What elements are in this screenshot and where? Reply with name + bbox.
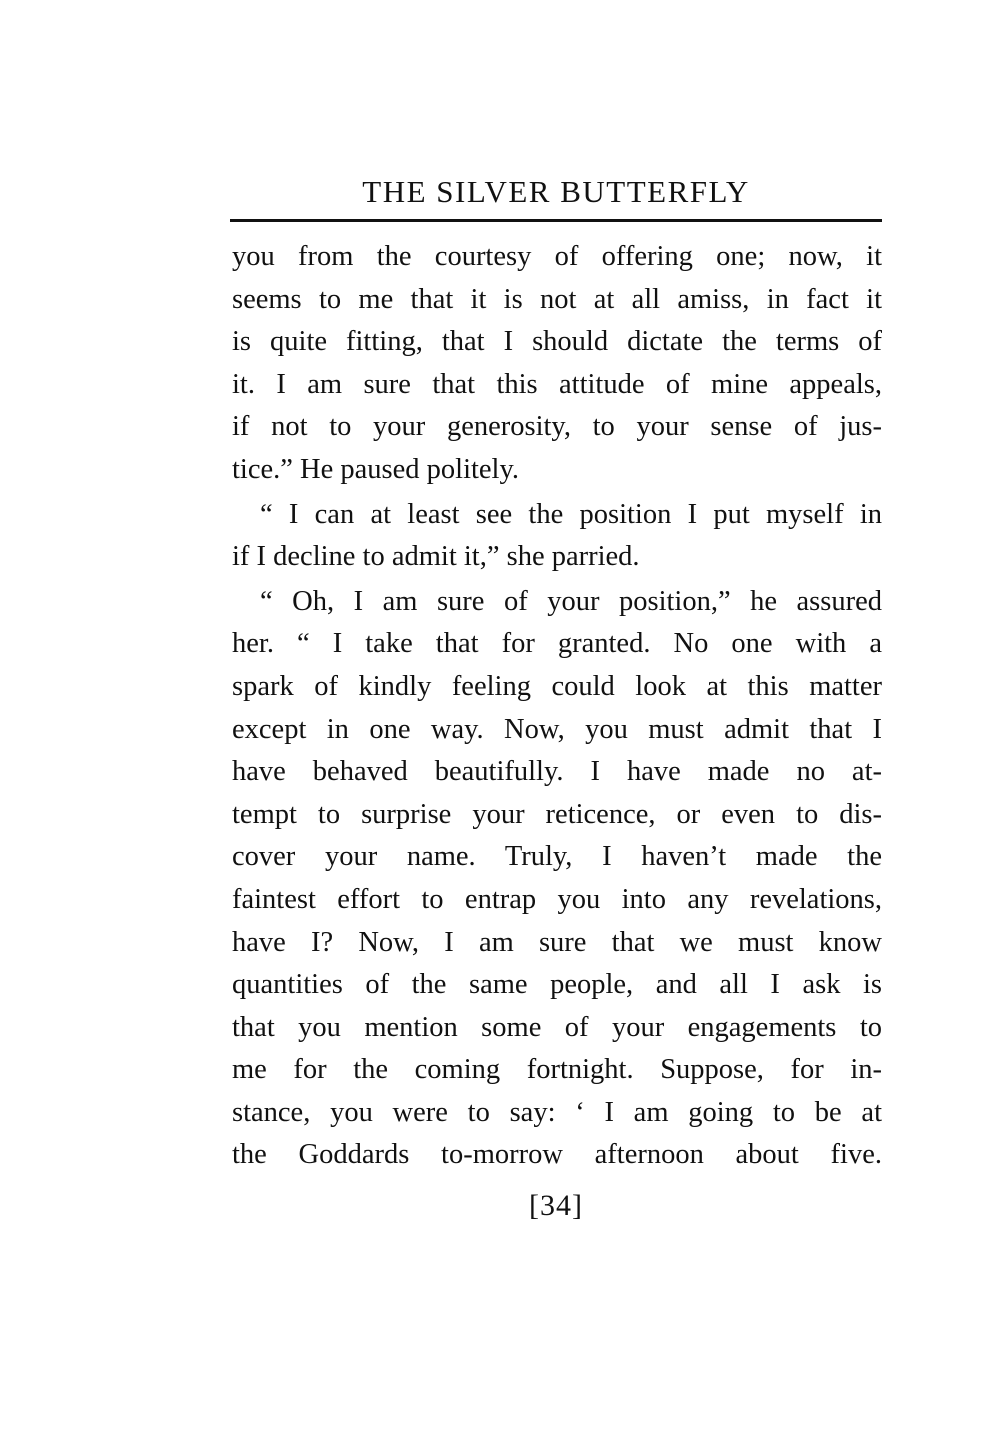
text-line: is quite fitting, that I should dictate the terms of: [232, 326, 882, 358]
text-line: me for the coming fortnight. Suppose, for in-: [232, 1054, 882, 1086]
header-rule: [230, 219, 882, 222]
body-text: [232, 236, 882, 1179]
text-line: tempt to surprise your reticence, or even to dis-: [232, 798, 882, 830]
text-line: seems to me that it is not at all amiss, in fact it: [232, 283, 882, 315]
paragraph-3: [232, 581, 882, 1177]
text-line: if not to your generosity, to your sense of jus-: [232, 411, 882, 443]
text-line: her. “ I take that for granted. No one with a: [232, 628, 882, 660]
text-line: the Goddards to-morrow afternoon about five.: [232, 1139, 882, 1171]
text-line: cover your name. Truly, I haven’t made the: [232, 841, 882, 873]
paragraph-2: [232, 494, 882, 579]
text-line: spark of kindly feeling could look at this matter: [232, 670, 882, 702]
text-line: except in one way. Now, you must admit that I: [232, 713, 882, 745]
text-line: quantities of the same people, and all I ask is: [232, 969, 882, 1001]
text-line: faintest effort to entrap you into any revelations,: [232, 883, 882, 915]
paragraph-1: [232, 236, 882, 492]
text-line: “ I can at least see the position I put myself in: [260, 498, 882, 530]
text-line: have I? Now, I am sure that we must know: [232, 926, 882, 958]
text-line: you from the courtesy of offering one; now, it: [232, 241, 882, 272]
text-line: stance, you were to say: ‘ I am going to be at: [232, 1096, 882, 1128]
text-line: that you mention some of your engagements to: [232, 1011, 882, 1043]
page-number: [34]: [529, 1189, 583, 1222]
text-line: if I decline to admit it,” she parried.: [232, 541, 640, 573]
text-line: tice.” He paused politely.: [232, 453, 520, 485]
text-line: have behaved beautifully. I have made no at-: [232, 756, 882, 788]
running-head: THE SILVER BUTTERFLY: [362, 174, 750, 209]
text-line: it. I am sure that this attitude of mine appeals,: [232, 368, 882, 400]
text-line: “ Oh, I am sure of your position,” he assured: [260, 585, 882, 617]
